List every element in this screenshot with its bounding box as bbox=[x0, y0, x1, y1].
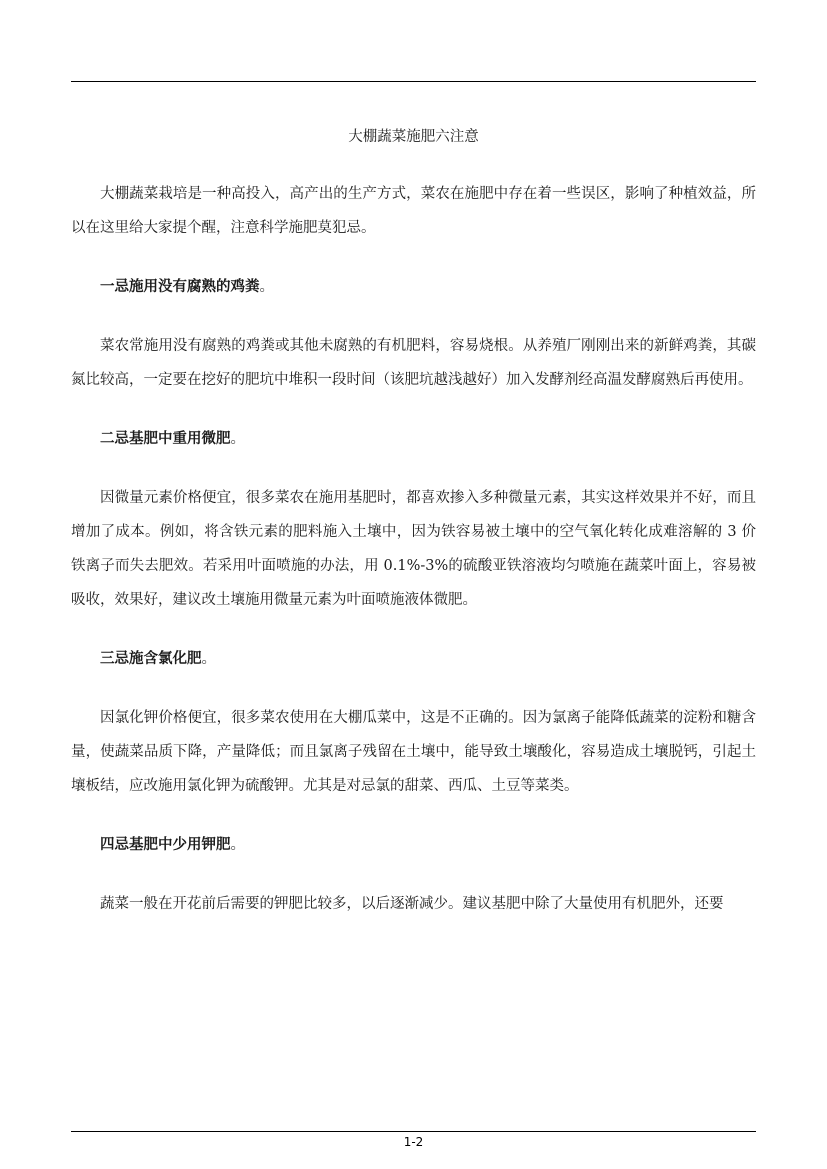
section-heading-punct: 。 bbox=[230, 837, 245, 853]
section-heading-punct: 。 bbox=[259, 279, 274, 295]
section-heading-text: 三忌施含氯化肥 bbox=[100, 650, 202, 667]
document-body bbox=[71, 124, 756, 946]
section-heading-punct: 。 bbox=[230, 431, 245, 447]
section-body-2: 因微量元素价格便宜，很多菜农在施用基肥时，都喜欢掺入多种微量元素，其实这样效果并不好，而且增加了成本。例如，将含铁元素的肥料施入土壤中，因为铁容易被土壤中的空气氧化转化成难溶解的 3 价铁离子而失去肥效。若采用叶面喷施的办法，用 0.1%-3%的硫酸亚铁溶液均匀喷施在蔬菜叶面上，容易被吸收，效果好，建议改土壤施用微量元素为叶面喷施液体微肥。 bbox=[71, 490, 756, 608]
section-heading-text: 四忌基肥中少用钾肥 bbox=[100, 836, 231, 853]
section-heading-1 bbox=[71, 270, 756, 304]
section-heading-text: 二忌基肥中重用微肥 bbox=[100, 430, 231, 447]
page-number: 1-2 bbox=[403, 1135, 424, 1149]
footer-rule bbox=[71, 1131, 756, 1132]
document-title: 大棚蔬菜施肥六注意 bbox=[348, 129, 479, 145]
section-body-4: 蔬菜一般在开花前后需要的钾肥比较多，以后逐渐减少。建议基肥中除了大量使用有机肥外，还要 bbox=[100, 896, 724, 912]
section-body-1: 菜农常施用没有腐熟的鸡粪或其他未腐熟的有机肥料，容易烧根。从养殖厂刚刚出来的新鲜鸡粪，其碳氮比较高，一定要在挖好的肥坑中堆积一段时间（该肥坑越浅越好）加入发酵剂经高温发酵腐熟后再使用。 bbox=[71, 338, 756, 388]
section-heading-4 bbox=[71, 828, 756, 862]
section-heading-punct: 。 bbox=[201, 651, 216, 667]
section-heading-3 bbox=[71, 642, 756, 676]
intro-paragraph: 大棚蔬菜栽培是一种高投入，高产出的生产方式，菜农在施肥中存在着一些误区，影响了种植效益，所以在这里给大家提个醒，注意科学施肥莫犯忌。 bbox=[71, 186, 756, 236]
section-heading-2 bbox=[71, 422, 756, 456]
section-heading-text: 一忌施用没有腐熟的鸡粪 bbox=[100, 278, 260, 295]
section-body-3: 因氯化钾价格便宜，很多菜农使用在大棚瓜菜中，这是不正确的。因为氯离子能降低蔬菜的淀粉和糖含量，使蔬菜品质下降，产量降低；而且氯离子残留在土壤中，能导致土壤酸化，容易造成土壤脱钙，引起土壤板结，应改施用氯化钾为硫酸钾。尤其是对忌氯的甜菜、西瓜、土豆等菜类。 bbox=[71, 710, 756, 794]
header-rule bbox=[71, 81, 756, 82]
